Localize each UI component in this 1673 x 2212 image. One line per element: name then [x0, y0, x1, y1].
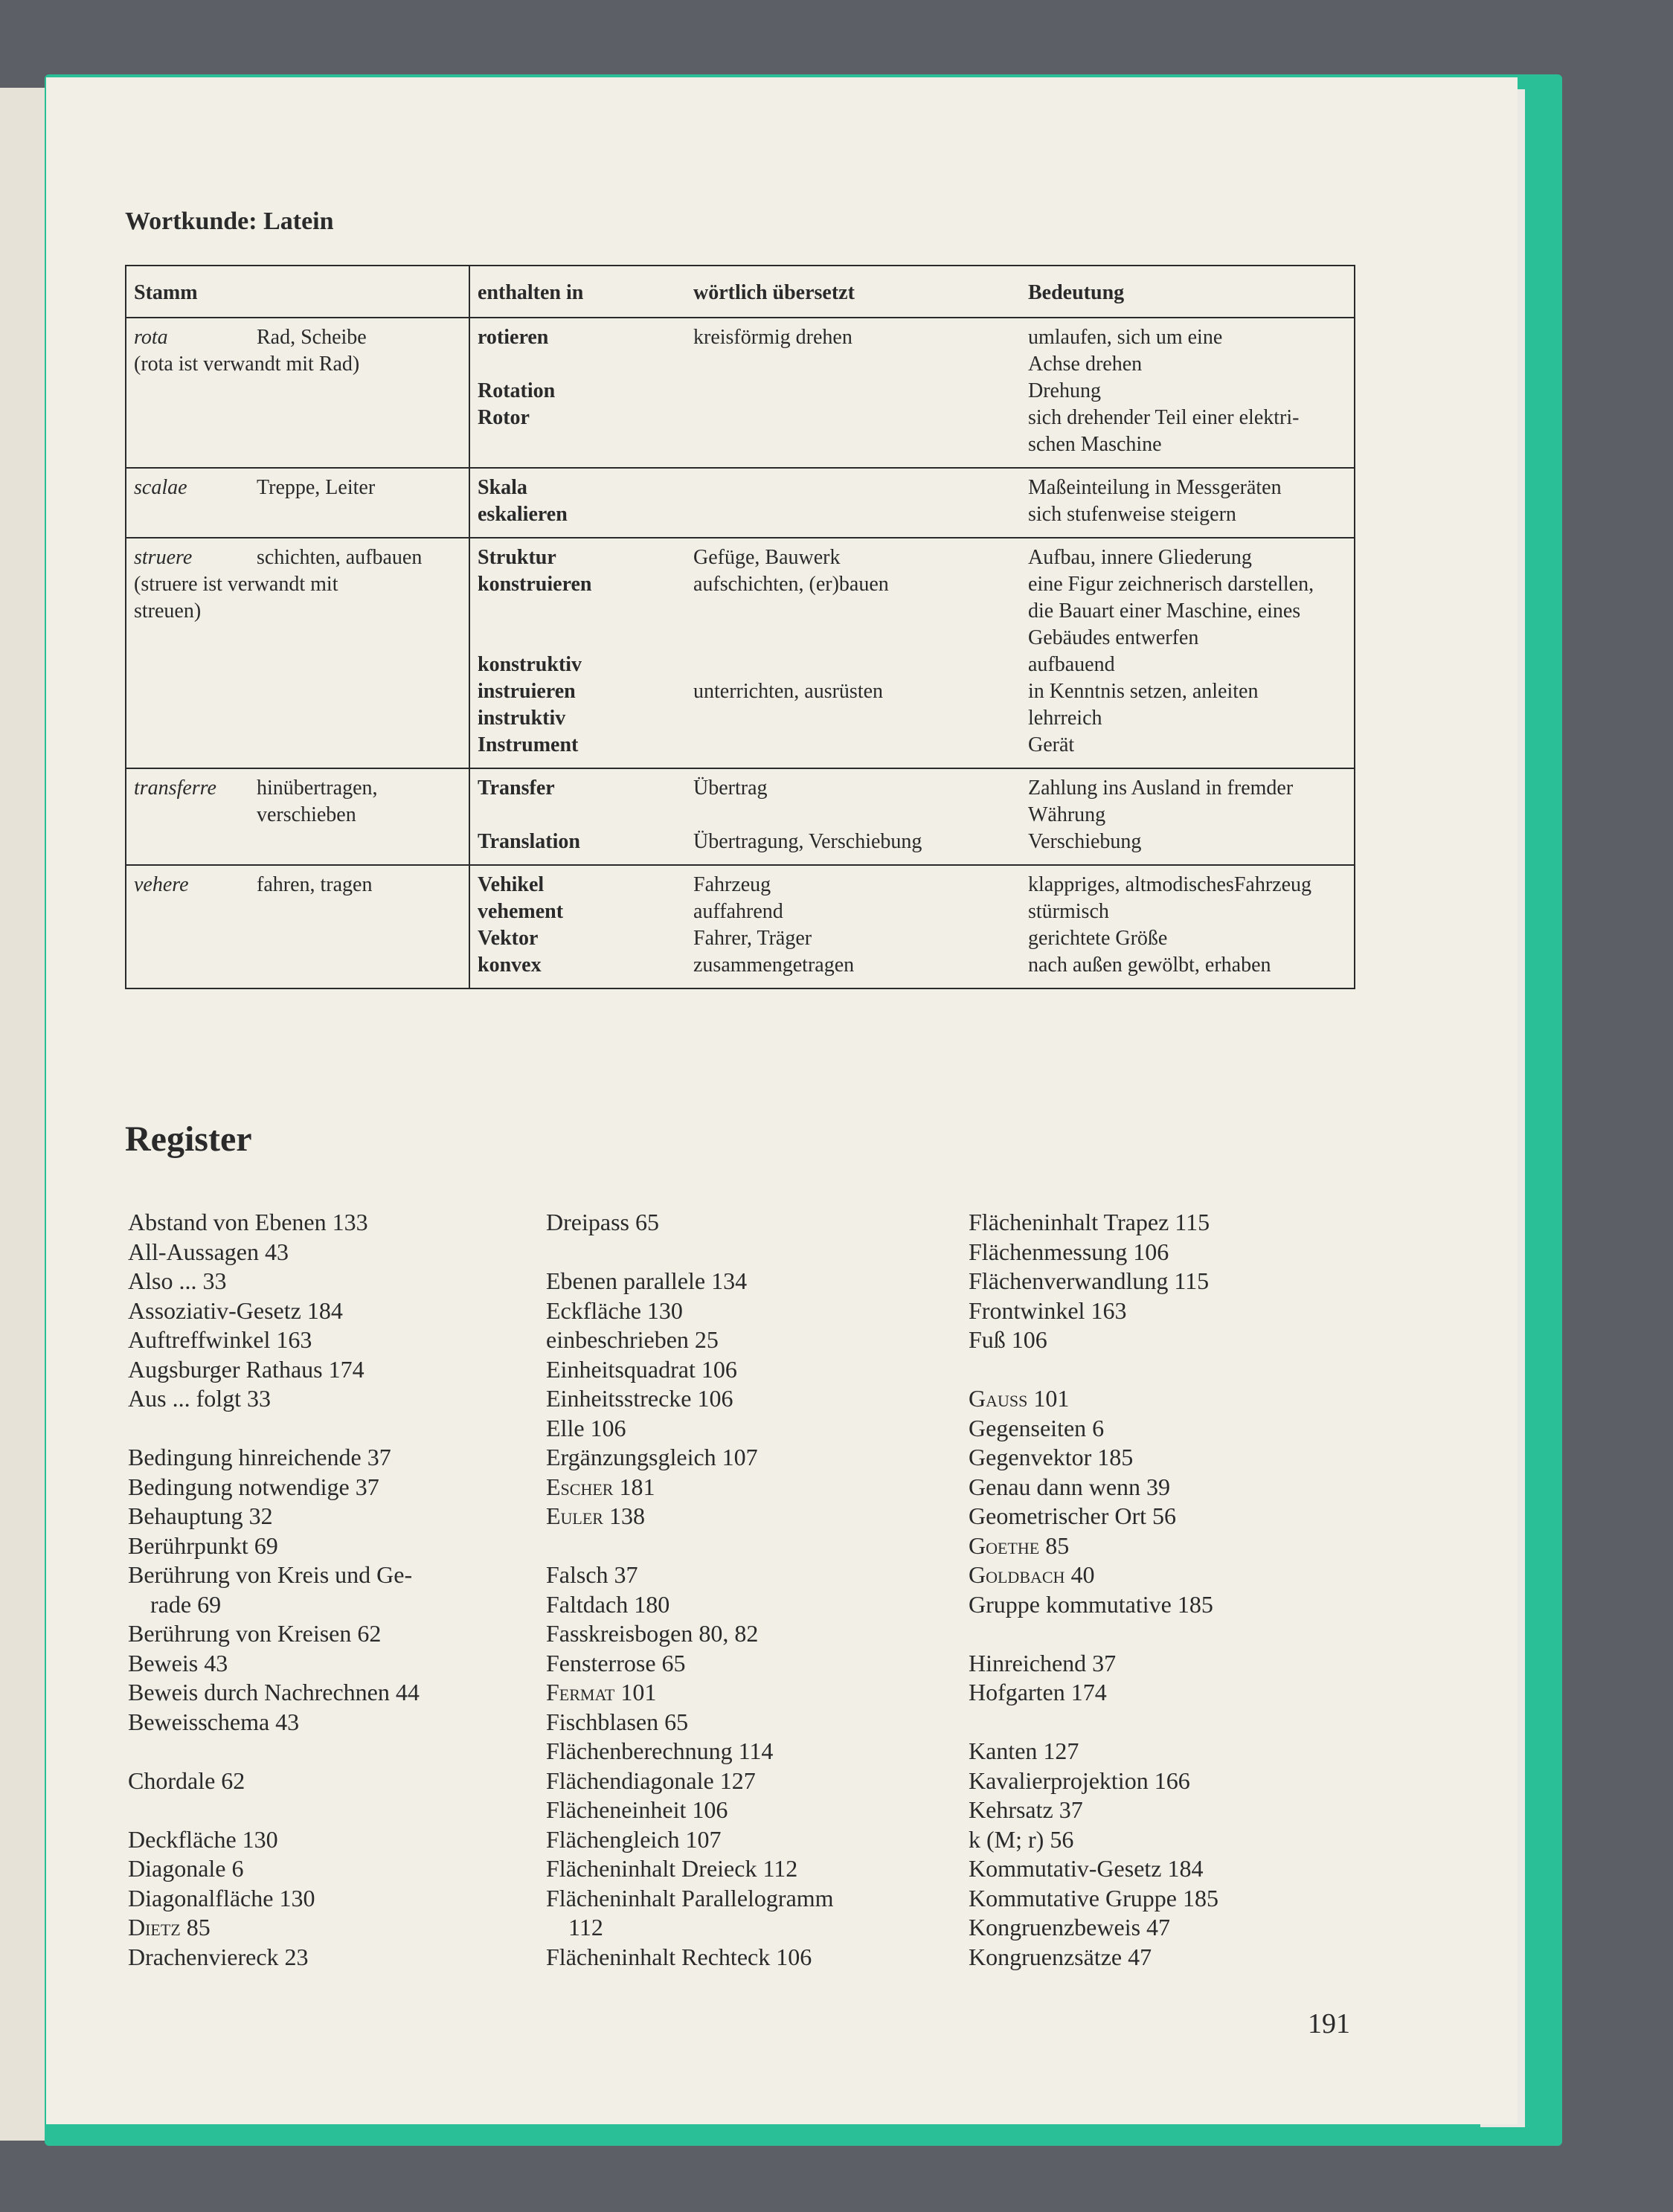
page-number: 191 — [1308, 2008, 1350, 2039]
register-entry: Kongruenzbeweis 47 — [969, 1914, 1171, 1941]
meaning-text: Gebäudes entwerfen — [1028, 626, 1199, 649]
literal-translation: Gefüge, Bauwerk — [693, 546, 841, 569]
register-entry: Fasskreisbogen 80, 82 — [546, 1620, 759, 1647]
register-entry: Flächenverwandlung 115 — [969, 1267, 1210, 1294]
register-entry: Also ... 33 — [128, 1267, 227, 1294]
meaning-text: umlaufen, sich um eine — [1028, 326, 1223, 349]
stem-cell — [126, 468, 469, 538]
register-entry: Flächeneinheit 106 — [546, 1796, 728, 1823]
literal-cell — [686, 768, 1021, 865]
header-enthalten-in: enthalten in — [469, 266, 686, 318]
meaning-text: in Kenntnis setzen, anleiten — [1028, 680, 1259, 703]
literal-translation — [693, 598, 1013, 625]
register-entry: rade 69 — [150, 1590, 222, 1618]
literal-translation — [693, 732, 1013, 759]
related-word: Skala — [478, 476, 527, 499]
register-entry: Flächeninhalt Parallelogramm — [546, 1884, 834, 1912]
related-word: eskalieren — [478, 503, 568, 526]
register-entry: Hofgarten 174 — [969, 1679, 1107, 1705]
literal-translation — [693, 405, 1013, 431]
stem-note: (struere ist verwandt mit streuen) — [134, 573, 338, 623]
related-word: konstruieren — [478, 573, 592, 596]
register-entry: Elle 106 — [546, 1414, 626, 1441]
table-row — [126, 538, 1355, 768]
register-entry: Goethe 85 — [969, 1531, 1070, 1559]
register-entry: Beweis durch Nachrechnen 44 — [128, 1679, 420, 1705]
literal-translation: Übertrag — [693, 777, 768, 800]
register-entry: Auftreffwinkel 163 — [128, 1326, 312, 1353]
literal-translation — [693, 652, 1013, 678]
register-entry: Dreipass 65 — [546, 1209, 659, 1235]
related-word: Rotation — [478, 379, 556, 402]
register-entry: Euler 138 — [546, 1502, 645, 1529]
literal-translation: auffahrend — [693, 900, 783, 923]
meaning-text: Währung — [1028, 803, 1106, 826]
table-header-row — [126, 266, 1355, 318]
register-entry: Berührung von Kreisen 62 — [128, 1620, 382, 1647]
meaning-cell — [1021, 768, 1355, 865]
meaning-cell — [1021, 865, 1355, 988]
literal-translation — [693, 705, 1013, 732]
stem-meaning: schichten, aufbauen — [257, 546, 423, 569]
register-entry: Frontwinkel 163 — [969, 1296, 1127, 1324]
meaning-text: Verschiebung — [1028, 830, 1142, 853]
words-cell — [469, 538, 686, 768]
register-entry: Kommutativ-Gesetz 184 — [969, 1855, 1204, 1882]
latin-stem: struere — [134, 546, 193, 569]
related-word: rotieren — [478, 326, 549, 349]
literal-translation: aufschichten, (er)bauen — [693, 573, 889, 596]
literal-cell — [686, 865, 1021, 988]
related-word — [478, 802, 678, 829]
literal-translation — [693, 625, 1013, 652]
literal-cell — [686, 468, 1021, 538]
meaning-text: Maßeinteilung in Messgeräten — [1028, 476, 1282, 499]
register-entry: Gruppe kommutative 185 — [969, 1590, 1213, 1618]
table-row — [126, 318, 1355, 468]
related-word — [478, 625, 678, 652]
register-entry: Diagonalfläche 130 — [128, 1884, 315, 1912]
meaning-text: nach außen gewölbt, erhaben — [1028, 954, 1271, 977]
header-woertlich: wörtlich übersetzt — [686, 266, 1021, 318]
stem-cell — [126, 865, 469, 988]
literal-cell — [686, 538, 1021, 768]
register-entry: Chordale 62 — [128, 1766, 245, 1794]
register-entry: Berührpunkt 69 — [128, 1531, 278, 1559]
register-column-3 — [969, 1208, 1370, 1972]
literal-translation — [693, 802, 1013, 829]
meaning-text: sich drehender Teil einer elektri- — [1028, 406, 1300, 429]
meaning-text: die Bauart einer Maschine, eines — [1028, 599, 1301, 623]
literal-cell — [686, 318, 1021, 468]
register-entry: Einheitsquadrat 106 — [546, 1355, 737, 1383]
literal-translation — [693, 475, 1013, 501]
register-entry: Augsburger Rathaus 174 — [128, 1355, 365, 1383]
related-word: Struktur — [478, 546, 556, 569]
latin-stem: transferre — [134, 777, 216, 800]
register-entry: Flächendiagonale 127 — [546, 1766, 756, 1794]
register-entry: Einheitsstrecke 106 — [546, 1385, 733, 1412]
words-cell — [469, 318, 686, 468]
stem-meaning: fahren, tragen — [257, 873, 373, 896]
related-word: Vehikel — [478, 873, 545, 896]
register-entry: Flächengleich 107 — [546, 1825, 722, 1853]
table-row — [126, 468, 1355, 538]
literal-translation: Übertragung, Verschiebung — [693, 830, 922, 853]
register-entry: Aus ... folgt 33 — [128, 1385, 271, 1412]
stem-meaning: Rad, Scheibe — [257, 326, 367, 349]
register-entry: Beweisschema 43 — [128, 1708, 300, 1735]
stem-cell — [126, 768, 469, 865]
related-word: konstruktiv — [478, 653, 582, 676]
register-column-1 — [128, 1208, 530, 1972]
register-entry: Flächenmessung 106 — [969, 1238, 1169, 1265]
register-entry: Flächenberechnung 114 — [546, 1737, 774, 1764]
register-entry: Fermat 101 — [546, 1679, 657, 1705]
words-cell — [469, 468, 686, 538]
register-entry: Faltdach 180 — [546, 1590, 670, 1618]
register-entry: Geometrischer Ort 56 — [969, 1502, 1177, 1529]
meaning-text: lehrreich — [1028, 707, 1102, 730]
stem-cell — [126, 318, 469, 468]
register-entry: Drachenviereck 23 — [128, 1943, 309, 1970]
register-entry: Beweis 43 — [128, 1649, 228, 1676]
literal-translation: Fahrzeug — [693, 873, 771, 896]
register-entry: Fensterrose 65 — [546, 1649, 686, 1676]
register-entry: Abstand von Ebenen 133 — [128, 1209, 368, 1235]
literal-translation: zusammengetragen — [693, 954, 855, 977]
literal-translation — [693, 378, 1013, 405]
register-entry: Flächeninhalt Rechteck 106 — [546, 1943, 812, 1970]
latin-stem: rota — [134, 326, 168, 349]
page-title: Wortkunde: Latein — [125, 208, 334, 235]
meaning-text: stürmisch — [1028, 900, 1109, 923]
related-word: Rotor — [478, 406, 530, 429]
meaning-text: eine Figur zeichnerisch darstellen, — [1028, 573, 1314, 596]
register-entry: Hinreichend 37 — [969, 1649, 1117, 1676]
previous-page-edge — [0, 88, 46, 2141]
related-word: instruktiv — [478, 707, 566, 730]
words-cell — [469, 865, 686, 988]
meaning-text: gerichtete Größe — [1028, 927, 1168, 950]
literal-translation — [693, 431, 1013, 458]
vocabulary-table — [125, 265, 1355, 989]
meaning-text: Zahlung ins Ausland in fremder — [1028, 777, 1294, 800]
literal-translation: kreisförmig drehen — [693, 326, 852, 349]
register-entry: Bedingung hinreichende 37 — [128, 1444, 391, 1470]
meaning-text: Drehung — [1028, 379, 1101, 402]
related-word: instruieren — [478, 680, 576, 703]
register-entry: k (M; r) 56 — [969, 1825, 1074, 1853]
register-entry: Kehrsatz 37 — [969, 1796, 1083, 1823]
register-entry: einbeschrieben 25 — [546, 1326, 719, 1353]
register-entry: Flächeninhalt Dreieck 112 — [546, 1855, 798, 1882]
table-row — [126, 865, 1355, 988]
book-page — [46, 77, 1518, 2124]
register-entry: Flächeninhalt Trapez 115 — [969, 1209, 1210, 1235]
register-entry: Diagonale 6 — [128, 1855, 244, 1882]
related-word — [478, 431, 678, 458]
register-entry: Goldbach 40 — [969, 1561, 1095, 1588]
register-entry: Dietz 85 — [128, 1914, 211, 1941]
stem-meaning: hinübertragen, verschieben — [257, 777, 378, 826]
meaning-text: schen Maschine — [1028, 433, 1162, 456]
literal-translation — [693, 351, 1013, 378]
register-entry: Gegenseiten 6 — [969, 1414, 1105, 1441]
meaning-cell — [1021, 318, 1355, 468]
related-word — [478, 598, 678, 625]
register-entry: Kongruenzsätze 47 — [969, 1943, 1152, 1970]
related-word: Translation — [478, 830, 580, 853]
literal-translation — [693, 501, 1013, 528]
register-entry: 112 — [568, 1914, 603, 1941]
literal-translation: Fahrer, Träger — [693, 927, 812, 950]
register-entry: Fuß 106 — [969, 1326, 1047, 1353]
header-stamm: Stamm — [126, 266, 469, 318]
register-entry: Eckfläche 130 — [546, 1296, 683, 1324]
stem-cell — [126, 538, 469, 768]
related-word: Vektor — [478, 927, 539, 950]
meaning-text: aufbauend — [1028, 653, 1115, 676]
header-bedeutung: Bedeutung — [1021, 266, 1355, 318]
related-word: Transfer — [478, 777, 555, 800]
meaning-cell — [1021, 468, 1355, 538]
register-entry: Deckfläche 130 — [128, 1825, 278, 1853]
latin-stem: scalae — [134, 476, 187, 499]
meaning-text: Gerät — [1028, 733, 1075, 756]
register-entry: Kommutative Gruppe 185 — [969, 1884, 1218, 1912]
register-entry: Ebenen parallele 134 — [546, 1267, 748, 1294]
related-word — [478, 351, 678, 378]
meaning-text: klappriges, altmodischesFahrzeug — [1028, 873, 1312, 896]
latin-stem: vehere — [134, 873, 189, 896]
register-entry: Berührung von Kreis und Ge- — [128, 1561, 413, 1588]
meaning-text: Achse drehen — [1028, 353, 1143, 376]
register-entry: Behauptung 32 — [128, 1502, 273, 1529]
meaning-text: Aufbau, innere Gliederung — [1028, 546, 1252, 569]
related-word: vehement — [478, 900, 564, 923]
register-entry: Escher 181 — [546, 1473, 655, 1500]
register-entry: Kanten 127 — [969, 1737, 1079, 1764]
register-entry: Fischblasen 65 — [546, 1708, 689, 1735]
register-column-2 — [546, 1208, 948, 1972]
meaning-text: sich stufenweise steigern — [1028, 503, 1236, 526]
meaning-cell — [1021, 538, 1355, 768]
register-entry: Genau dann wenn 39 — [969, 1473, 1171, 1500]
register-entry: Gauss 101 — [969, 1385, 1070, 1412]
register-entry: Ergänzungsgleich 107 — [546, 1444, 758, 1470]
literal-translation: unterrichten, ausrüsten — [693, 680, 884, 703]
register-entry: Assoziativ-Gesetz 184 — [128, 1296, 343, 1324]
register-entry: Falsch 37 — [546, 1561, 638, 1588]
register-entry: Kavalierprojektion 166 — [969, 1766, 1190, 1794]
register-entry: Gegenvektor 185 — [969, 1444, 1134, 1470]
register-entry: Bedingung notwendige 37 — [128, 1473, 379, 1500]
register-title: Register — [125, 1119, 252, 1159]
register-entry: All-Aussagen 43 — [128, 1238, 289, 1265]
stem-meaning: Treppe, Leiter — [257, 476, 376, 499]
words-cell — [469, 768, 686, 865]
related-word: Instrument — [478, 733, 579, 756]
table-row — [126, 768, 1355, 865]
related-word: konvex — [478, 954, 542, 977]
stem-note: (rota ist verwandt mit Rad) — [134, 353, 360, 376]
